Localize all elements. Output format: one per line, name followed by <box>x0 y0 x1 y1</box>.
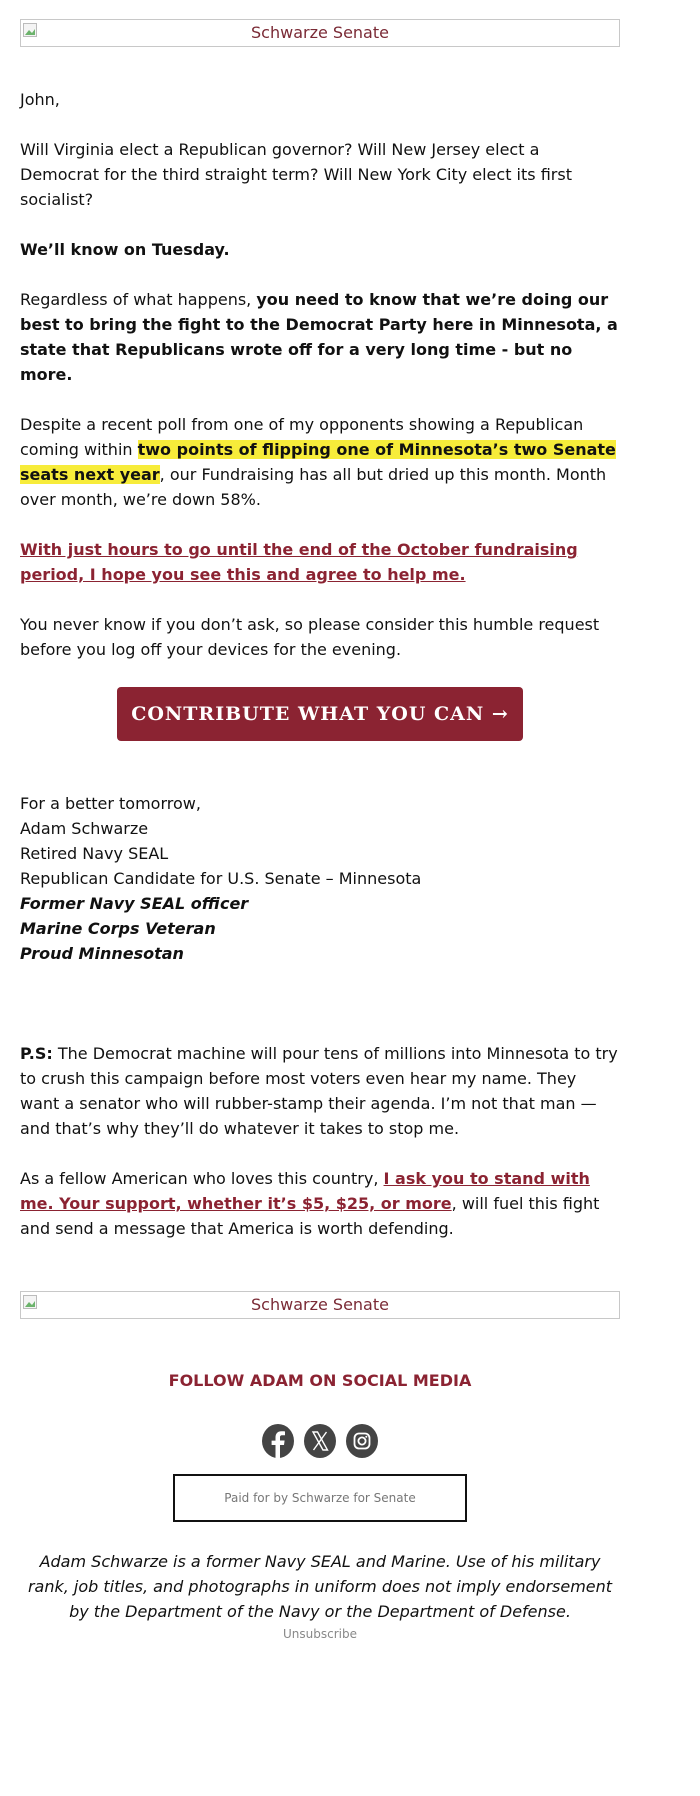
email-body <box>20 0 620 1642</box>
signer-credential: Proud Minnesotan <box>20 944 184 963</box>
support-link[interactable]: I ask you to stand with me. Your support, whether it’s $5, $25, or more <box>20 1169 590 1213</box>
unsubscribe-link[interactable]: Unsubscribe <box>283 1627 357 1641</box>
disclaimer: Adam Schwarze is a former Navy SEAL and Marine. Use of his military rank, job titles, and photographs in uniform does not imply endorsement by the Department of the Navy or the Department of Defense. <box>27 1552 613 1621</box>
signoff <box>20 791 620 966</box>
paragraph-link <box>20 537 620 587</box>
broken-image-icon <box>23 1295 37 1309</box>
contribute-button[interactable]: CONTRIBUTE WHAT YOU CAN → <box>117 687 523 741</box>
broken-image-icon <box>23 23 37 37</box>
text: , our Fundraising has all but dried up this month. Month over month, we’re down 58%. <box>20 465 607 509</box>
bold-text: you need to know that we’re doing our best to bring the fight to the Democrat Party here in Minnesota, a state that Republicans wrote off for a very long time - but no more. <box>20 290 618 384</box>
signer-credential: Marine Corps Veteran <box>20 919 216 938</box>
paragraph-regardless <box>20 287 620 387</box>
x-icon[interactable] <box>304 1424 336 1458</box>
highlighted-text: two points of flipping one of Minnesota’s two Senate seats next year <box>20 440 616 484</box>
signer-title: Republican Candidate for U.S. Senate – Minnesota <box>20 869 422 888</box>
header-banner-alt: Schwarze Senate <box>251 23 389 42</box>
paragraph-poll <box>20 412 620 512</box>
footer-banner-alt: Schwarze Senate <box>251 1295 389 1314</box>
instagram-icon[interactable] <box>346 1424 378 1458</box>
text: , will fuel this fight and send a message that America is worth defending. <box>20 1194 600 1238</box>
greeting: John, <box>20 90 60 109</box>
ps-label: P.S: <box>20 1044 53 1063</box>
paragraph-ask: You never know if you don’t ask, so please consider this humble request before you log off your devices for the evening. <box>20 615 600 659</box>
bold-text: We’ll know on Tuesday. <box>20 240 230 259</box>
paid-for-text: Paid for by Schwarze for Senate <box>224 1491 416 1505</box>
text: Regardless of what happens, <box>20 290 257 309</box>
closing: For a better tomorrow, <box>20 794 201 813</box>
postscript <box>20 1041 620 1141</box>
signer-credential: Former Navy SEAL officer <box>20 894 249 913</box>
paragraph-tuesday <box>20 237 620 262</box>
paragraph-support <box>20 1166 620 1241</box>
social-icons <box>20 1424 620 1458</box>
signer-name: Adam Schwarze <box>20 819 149 838</box>
paid-for-box <box>173 1474 467 1522</box>
paragraph-elections: Will Virginia elect a Republican governor? Will New Jersey elect a Democrat for the third straight term? Will New York City elect its first socialist? <box>20 140 572 209</box>
cta-container <box>20 687 620 741</box>
footer-banner-image <box>20 1291 620 1319</box>
signer-title: Retired Navy SEAL <box>20 844 169 863</box>
donate-link[interactable]: With just hours to go until the end of the October fundraising period, I hope you see this and agree to help me. <box>20 540 578 584</box>
text: As a fellow American who loves this country, <box>20 1169 384 1188</box>
text: The Democrat machine will pour tens of millions into Minnesota to try to crush this campaign before most voters even hear my name. They want a senator who will rubber-stamp their agenda. I’m not that man — and that’s why they’ll do whatever it takes to stop me. <box>20 1044 618 1138</box>
facebook-icon[interactable] <box>262 1424 294 1458</box>
follow-heading: FOLLOW ADAM ON SOCIAL MEDIA <box>168 1371 472 1390</box>
text: Despite a recent poll from one of my opponents showing a Republican coming within <box>20 415 584 459</box>
header-banner-image <box>20 19 620 47</box>
